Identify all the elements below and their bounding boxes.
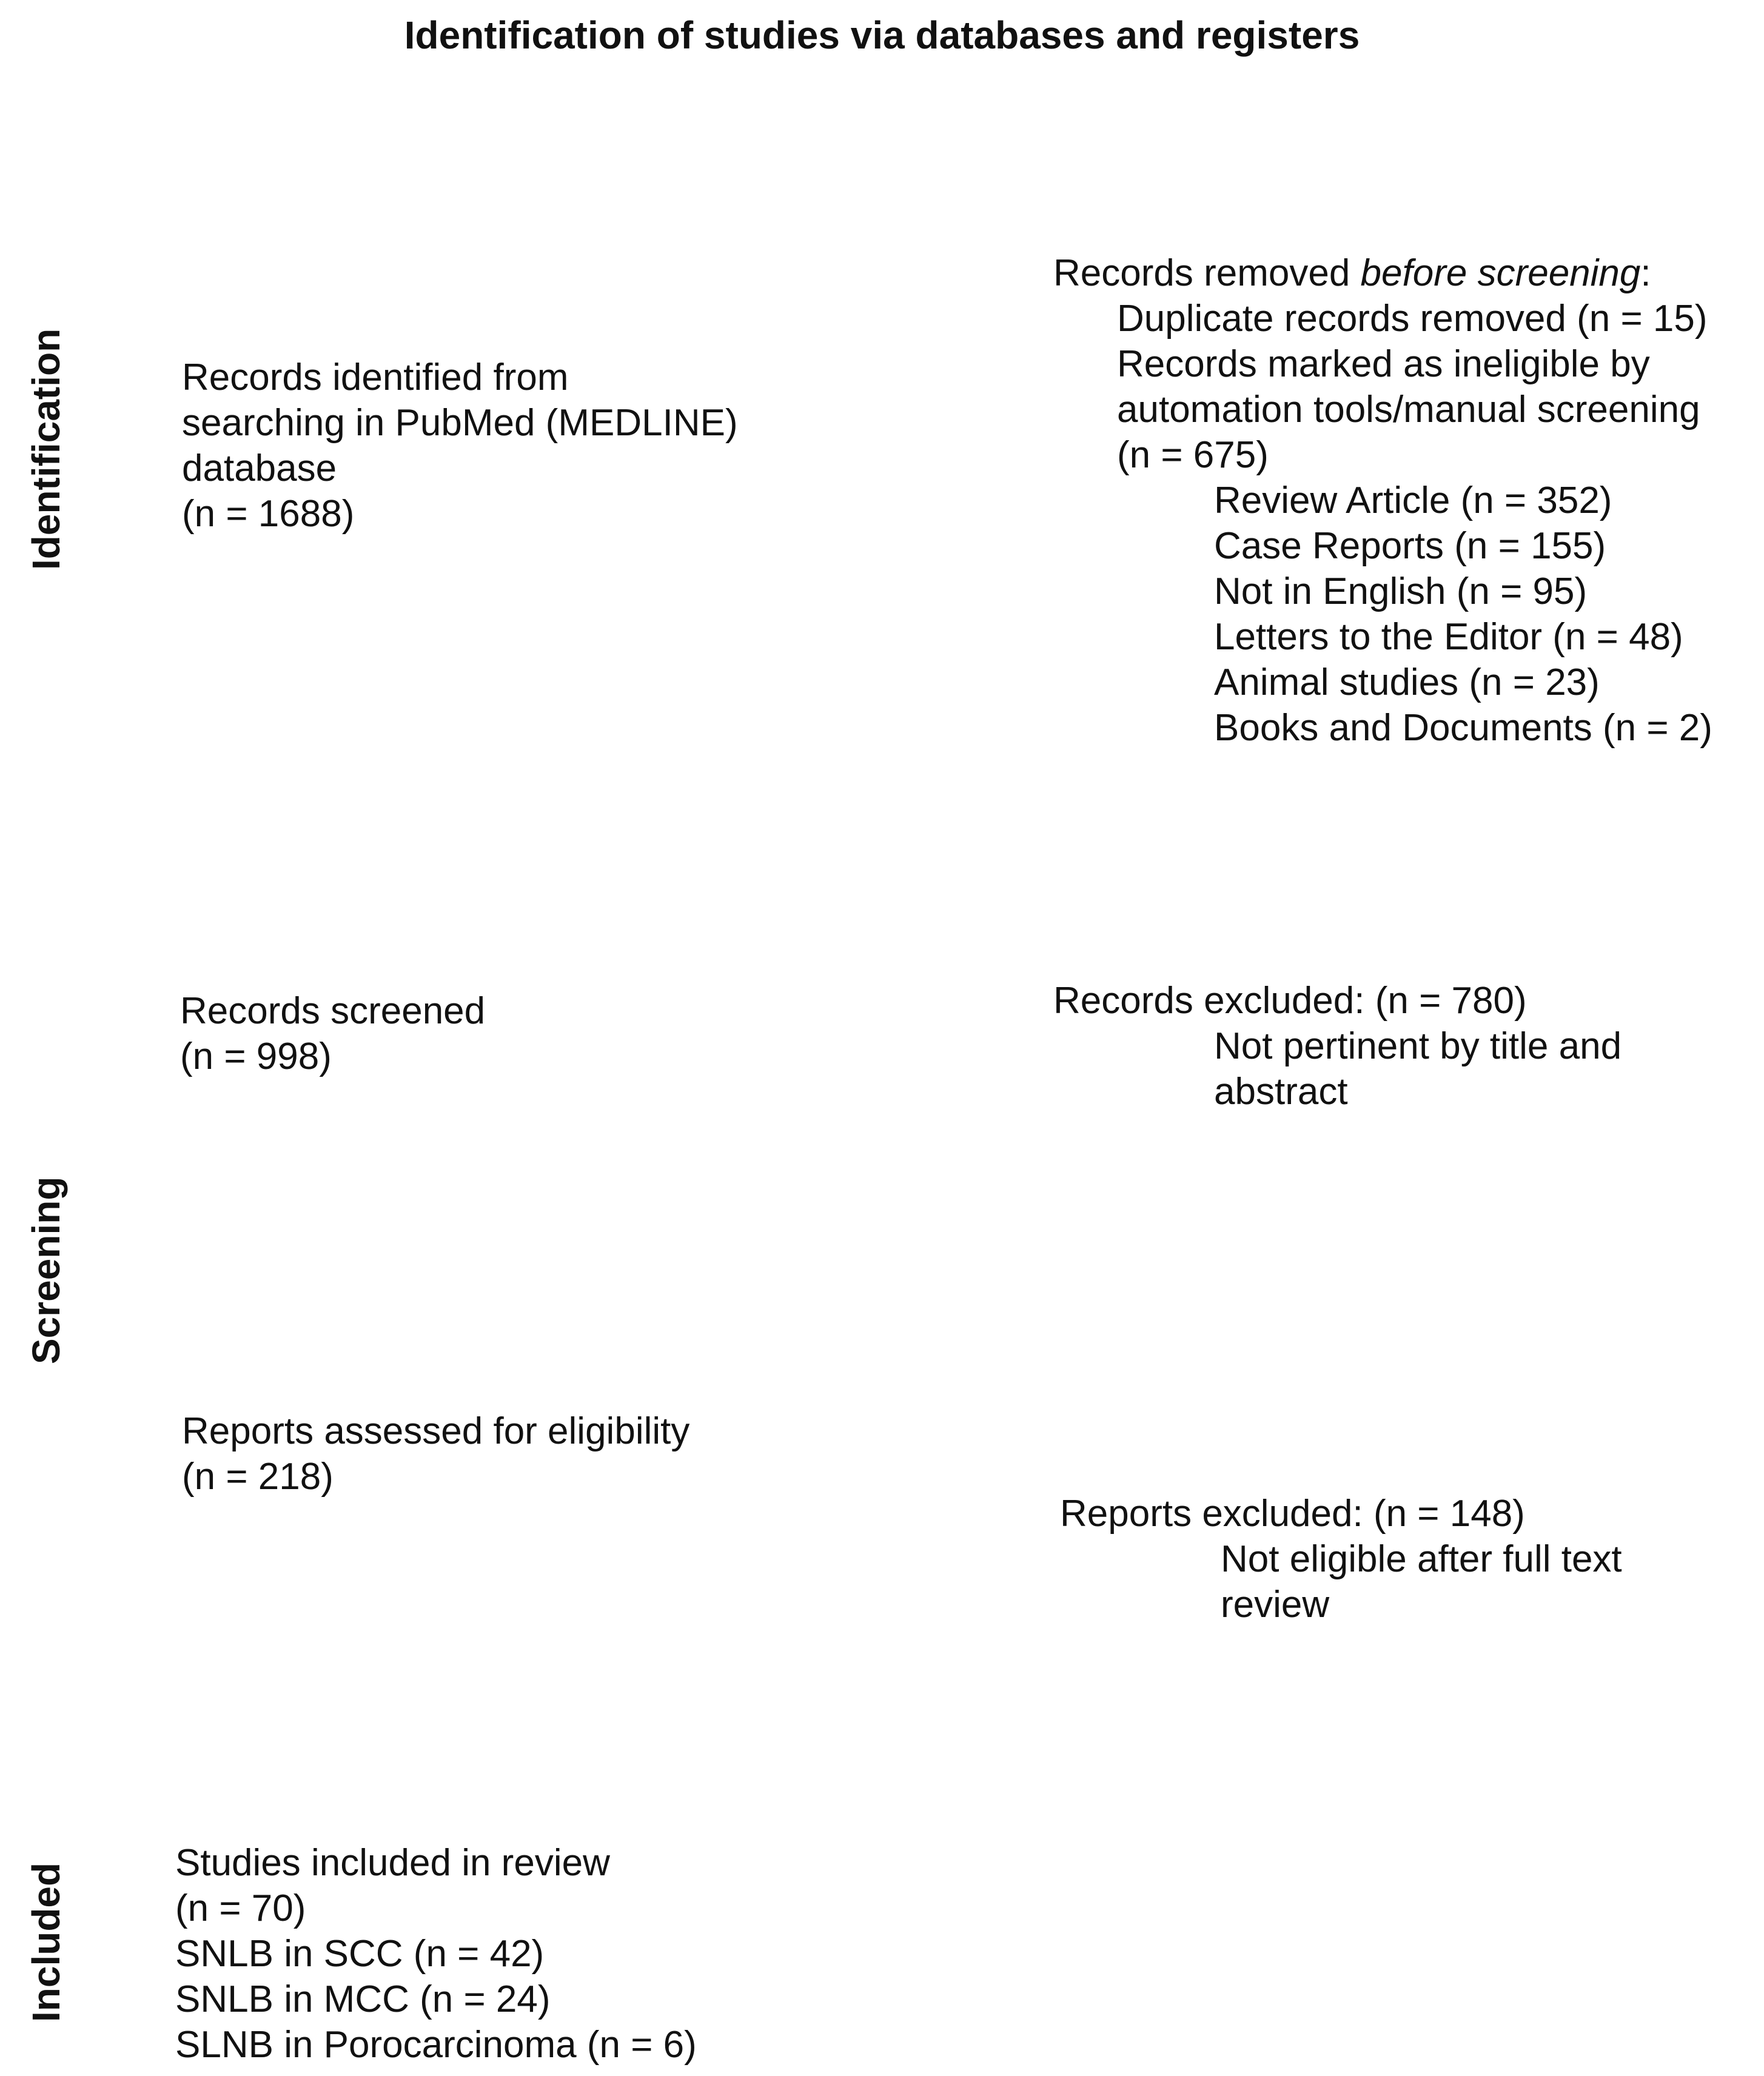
studies-included-box xyxy=(175,1840,697,2068)
reports-assessed-box xyxy=(182,1408,689,1499)
reports-assessed-label: Reports assessed for eligibility xyxy=(182,1410,690,1452)
reports-excluded-reason-line1: Not eligible after full text xyxy=(1221,1538,1622,1580)
removed-item-not-in-english: Not in English (n = 95) xyxy=(1214,571,1588,612)
duplicates-removed: Duplicate records removed (n = 15) xyxy=(1117,298,1708,340)
records-identified-line1: Records identified from xyxy=(182,357,569,398)
records-identified-count: (n = 1688) xyxy=(182,493,355,535)
included-item-slnb-porocarcinoma: SLNB in Porocarcinoma (n = 6) xyxy=(175,2024,697,2066)
records-excluded-reason-line1: Not pertinent by title and xyxy=(1214,1025,1622,1067)
studies-included-count: (n = 70) xyxy=(175,1887,306,1929)
phase-label-identification: Identification xyxy=(24,328,68,570)
records-screened-count: (n = 998) xyxy=(180,1036,332,1077)
records-removed-heading-italic: before screening xyxy=(1360,252,1641,294)
phase-label-included: Included xyxy=(24,1862,68,2022)
phase-label-screening: Screening xyxy=(24,1176,68,1364)
reports-excluded-box xyxy=(1060,1491,1622,1627)
records-excluded-label: Records excluded: (n = 780) xyxy=(1053,980,1527,1022)
records-screened-label: Records screened xyxy=(180,990,486,1032)
records-removed-box xyxy=(1053,250,1712,751)
reports-assessed-count: (n = 218) xyxy=(182,1456,334,1498)
records-excluded-box xyxy=(1053,978,1621,1114)
records-removed-heading-suffix: : xyxy=(1640,252,1651,294)
ineligible-count: (n = 675) xyxy=(1117,434,1269,476)
included-item-snlb-scc: SNLB in SCC (n = 42) xyxy=(175,1933,545,1975)
removed-item-animal-studies: Animal studies (n = 23) xyxy=(1214,661,1600,703)
records-identified-line3: database xyxy=(182,447,337,489)
studies-included-label: Studies included in review xyxy=(175,1842,610,1884)
records-removed-heading xyxy=(1053,250,1712,296)
records-removed-heading-prefix: Records removed xyxy=(1053,252,1361,294)
records-excluded-reason-line2: abstract xyxy=(1214,1071,1348,1113)
records-screened-box xyxy=(180,988,485,1079)
records-identified-line2: searching in PubMed (MEDLINE) xyxy=(182,402,738,444)
ineligible-line1: Records marked as ineligible by xyxy=(1117,343,1650,385)
removed-item-books-documents: Books and Documents (n = 2) xyxy=(1214,707,1712,749)
diagram-title: Identification of studies via databases and registers xyxy=(404,13,1360,57)
removed-item-review-article: Review Article (n = 352) xyxy=(1214,480,1612,521)
removed-item-letters: Letters to the Editor (n = 48) xyxy=(1214,616,1683,658)
included-item-snlb-mcc: SNLB in MCC (n = 24) xyxy=(175,1978,551,2020)
reports-excluded-reason-line2: review xyxy=(1221,1584,1330,1626)
ineligible-line2: automation tools/manual screening xyxy=(1117,389,1700,430)
reports-excluded-label: Reports excluded: (n = 148) xyxy=(1060,1493,1525,1535)
records-identified-box xyxy=(182,355,738,537)
removed-item-case-reports: Case Reports (n = 155) xyxy=(1214,525,1606,567)
